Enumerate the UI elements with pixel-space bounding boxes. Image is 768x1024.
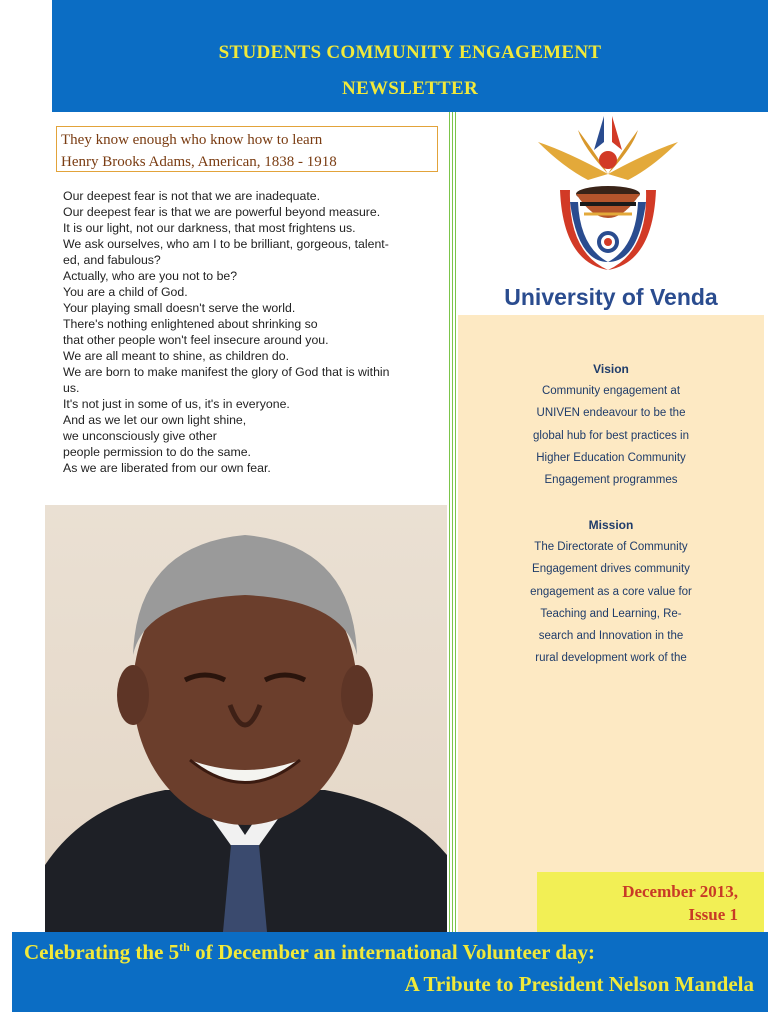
poem-line: And as we let our own light shine, xyxy=(63,413,247,427)
mission-line: search and Innovation in the xyxy=(538,630,684,643)
vision-text xyxy=(458,380,764,491)
vision-line: UNIVEN endeavour to be the xyxy=(536,407,686,420)
newsletter-subtitle: NEWSLETTER xyxy=(341,78,479,99)
footer-subheadline: A Tribute to President Nelson Mandela xyxy=(404,972,754,996)
footer-headline-pre: Celebrating the 5 xyxy=(24,940,180,964)
footer-banner xyxy=(12,932,768,1012)
poem-line: You are a child of God. xyxy=(63,285,188,299)
footer-headline xyxy=(24,940,595,965)
portrait-illustration xyxy=(45,505,447,932)
mission-line: The Directorate of Community xyxy=(534,541,688,553)
poem-line: We ask ourselves, who am I to be brilliant, gorgeous, talent- xyxy=(63,237,389,251)
poem-line: We are born to make manifest the glory of God that is within xyxy=(63,365,390,379)
poem-line: We are all meant to shine, as children do. xyxy=(63,349,290,363)
poem-line: ed, and fabulous? xyxy=(63,253,161,267)
newsletter-header xyxy=(52,0,768,112)
footer-headline-post: of December an international Volunteer day: xyxy=(189,940,596,964)
quote-box xyxy=(56,126,438,172)
poem-line: There's nothing enlightened about shrinking so xyxy=(63,317,318,331)
university-logo xyxy=(458,112,764,312)
vision-mission-panel xyxy=(458,315,764,932)
poem-line: people permission to do the same. xyxy=(63,445,251,459)
poem-line: Actually, who are you not to be? xyxy=(63,269,238,283)
poem-line: us. xyxy=(63,381,80,395)
vision-title: Vision xyxy=(593,362,629,376)
poem-line: As we are liberated from our own fear. xyxy=(63,461,271,475)
vision-line: Community engagement at xyxy=(541,385,681,397)
newsletter-title: STUDENTS COMMUNITY ENGAGEMENT xyxy=(218,42,602,63)
quote-text: They know enough who know how to learn xyxy=(61,132,323,148)
mission-title: Mission xyxy=(588,518,634,532)
poem-line: It's not just in some of us, it's in everyone. xyxy=(63,397,290,411)
footer-headline-sup: th xyxy=(179,940,190,954)
issue-date: December 2013, xyxy=(622,882,738,901)
quote-author: Henry Brooks Adams, American, 1838 - 1918 xyxy=(61,154,337,170)
poem-line: Our deepest fear is not that we are inadequate. xyxy=(63,189,321,203)
mission-line: Teaching and Learning, Re- xyxy=(540,607,682,620)
issue-number: Issue 1 xyxy=(688,905,738,924)
vision-line: Engagement programmes xyxy=(544,474,678,487)
poem-line: It is our light, not our darkness, that most frightens us. xyxy=(63,221,356,235)
mission-text xyxy=(458,536,764,670)
poem-line: Our deepest fear is that we are powerful beyond measure. xyxy=(63,205,381,219)
mission-line: rural development work of the xyxy=(535,652,687,665)
university-crest-icon xyxy=(458,112,764,282)
vision-line: global hub for best practices in xyxy=(533,429,689,442)
vision-line: Higher Education Community xyxy=(536,451,686,464)
column-divider xyxy=(455,112,456,932)
university-name: University of Venda xyxy=(504,284,718,310)
column-divider xyxy=(449,112,450,932)
poem-line: we unconsciously give other xyxy=(63,429,217,443)
poem-line: that other people won't feel insecure around you. xyxy=(63,333,329,347)
mission-line: engagement as a core value for xyxy=(530,585,692,598)
column-divider xyxy=(452,112,453,932)
poem-line: Your playing small doesn't serve the world. xyxy=(63,301,296,315)
portrait-photo xyxy=(45,505,447,932)
issue-date-box xyxy=(537,872,764,932)
mission-line: Engagement drives community xyxy=(532,563,690,576)
poem-text xyxy=(63,188,433,476)
